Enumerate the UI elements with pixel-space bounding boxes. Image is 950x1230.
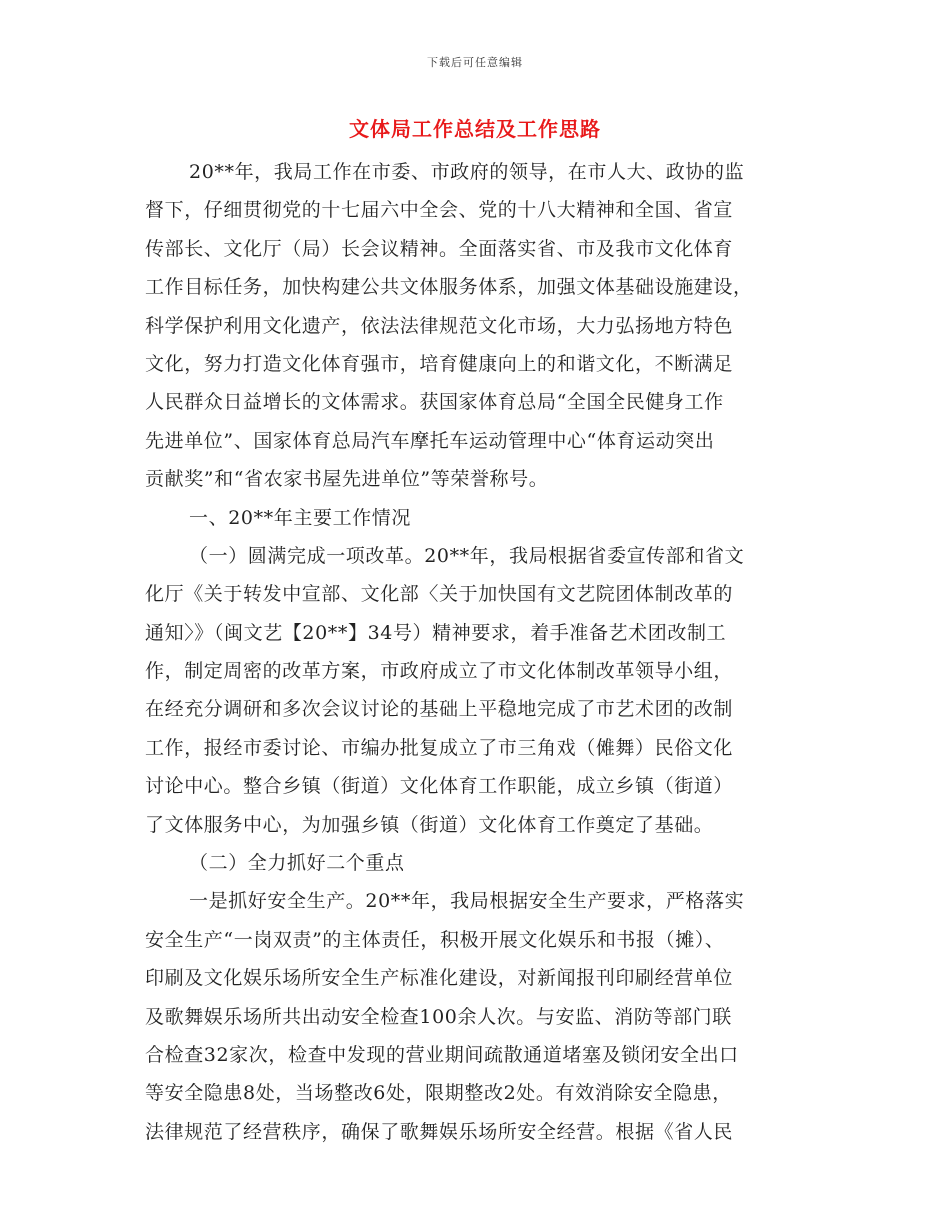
document-body [145, 153, 805, 1151]
body-line: 安全生产“一岗双责”的主体责任，积极开展文化娱乐和书报（摊）、 [145, 928, 725, 951]
body-line: 工作目标任务，加快构建公共文体服务体系，加强文体基础设施建设， [145, 276, 753, 299]
section-heading: 一、20**年主要工作情况 [189, 506, 411, 529]
body-line: 在经充分调研和多次会议讨论的基础上平稳地完成了市艺术团的改制 [145, 698, 734, 721]
body-line: 等安全隐患8处，当场整改6处，限期整改2处。有效消除安全隐患， [145, 1082, 732, 1105]
body-line: 化厅《关于转发中宣部、文化部〈关于加快国有文艺院团体制改革的 [145, 583, 734, 606]
body-line: 贡献奖”和“省农家书屋先进单位”等荣誉称号。 [145, 468, 549, 491]
body-line: 讨论中心。整合乡镇（街道）文化体育工作职能，成立乡镇（街道） [145, 775, 734, 798]
body-line: 印刷及文化娱乐场所安全生产标准化建设，对新闻报刊印刷经营单位 [145, 967, 734, 990]
body-line: 督下，仔细贯彻党的十七届六中全会、党的十八大精神和全国、省宣 [145, 199, 734, 222]
body-line: 文化，努力打造文化体育强市，培育健康向上的和谐文化，不断满足 [145, 352, 734, 375]
body-line: 20**年，我局工作在市委、市政府的领导，在市人大、政协的监 [189, 161, 745, 183]
document-title: 文体局工作总结及工作思路 [349, 117, 601, 141]
body-line: 传部长、文化厅（局）长会议精神。全面落实省、市及我市文化体育 [145, 237, 734, 260]
body-line: 通知〉》（闽文艺【20**】34号）精神要求，着手准备艺术团改制工 [145, 621, 727, 644]
body-line: 作，制定周密的改革方案，市政府成立了市文化体制改革领导小组， [145, 660, 734, 683]
body-line: 法律规范了经营秩序，确保了歌舞娱乐场所安全经营。根据《省人民 [145, 1120, 734, 1143]
body-line: 先进单位”、国家体育总局汽车摩托车运动管理中心“体育运动突出 [145, 429, 715, 452]
body-line: 人民群众日益增长的文体需求。获国家体育总局“全国全民健身工作 [145, 391, 724, 414]
body-line: 合检查32家次，检查中发现的营业期间疏散通道堵塞及锁闭安全出口 [145, 1043, 739, 1066]
body-line: 及歌舞娱乐场所共出动安全检查100余人次。与安监、消防等部门联 [145, 1005, 732, 1028]
body-line: （一）圆满完成一项改革。20**年，我局根据省委宣传部和省文 [189, 544, 745, 567]
body-line: 科学保护利用文化遗产，依法法律规范文化市场，大力弘扬地方特色 [145, 314, 734, 337]
body-line: 了文体服务中心，为加强乡镇（街道）文化体育工作奠定了基础。 [145, 813, 714, 836]
body-line: 一是抓好安全生产。20**年，我局根据安全生产要求，严格落实 [189, 890, 745, 913]
body-line: 工作，报经市委讨论、市编办批复成立了市三角戏（傩舞）民俗文化 [145, 736, 734, 759]
subsection-heading: （二）全力抓好二个重点 [189, 852, 405, 875]
header-note: 下载后可任意编辑 [427, 56, 523, 69]
